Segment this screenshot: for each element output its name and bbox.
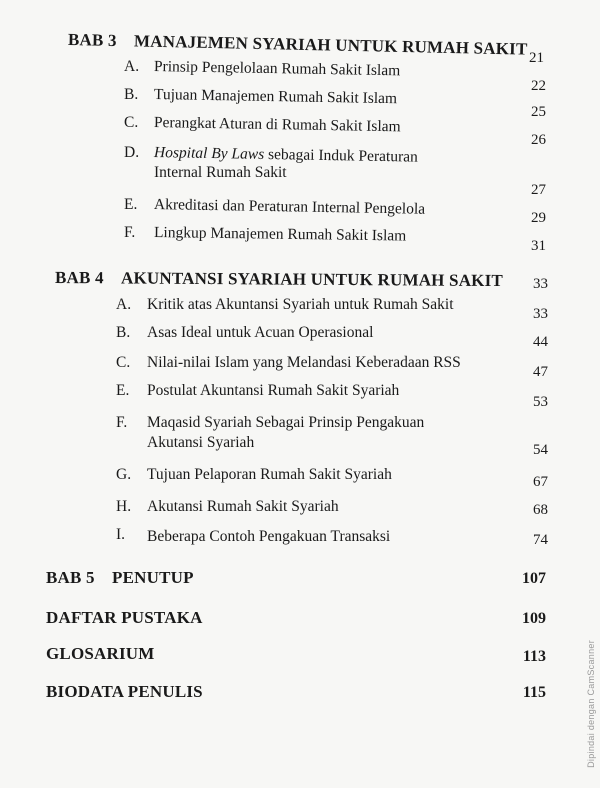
chapter-5-heading [46,568,194,588]
toc-item-page: 68 [533,502,548,518]
toc-item-text-line2: Internal Rumah Sakit [154,164,287,181]
chapter-number: BAB 4 [54,268,104,288]
toc-item-page: 44 [533,334,548,350]
toc-item-text: Kritik atas Akuntansi Syariah untuk Rumah Sakit [147,296,454,313]
toc-item-text: Nilai-nilai Islam yang Melandasi Keberadaan RSS [147,354,461,371]
toc-item-letter: G. [116,466,132,483]
toc-item-italic-term: Hospital By Laws [153,144,265,163]
toc-item-text: Maqasid Syariah Sebagai Prinsip Pengakuan [147,414,425,431]
toc-item-page: 27 [531,182,546,198]
chapter-5-page: 107 [522,570,546,587]
toc-item-letter: E. [124,196,138,213]
toc-item-text: Tujuan Manajemen Rumah Sakit Islam [153,86,398,108]
toc-item-letter: C. [116,354,131,371]
toc-item-letter: B. [124,86,139,103]
toc-item-page: 25 [531,104,546,120]
chapter-title: MANAJEMEN SYARIAH UNTUK RUMAH SAKIT [133,31,528,59]
toc-item-text: Beberapa Contoh Pengakuan Transaksi [147,528,391,545]
chapter-number: BAB 3 [67,30,117,51]
toc-item-page: 74 [533,532,548,548]
chapter-title: AKUNTANSI SYARIAH UNTUK RUMAH SAKIT [120,268,504,291]
toc-item-page: 22 [531,78,546,94]
glossary-page: 113 [522,648,546,665]
chapter-4-page: 33 [533,276,548,292]
author-bio-page: 115 [522,684,546,701]
back-matter-bibliography: DAFTAR PUSTAKA [46,608,203,627]
toc-item-text-line2: Akutansi Syariah [147,434,255,451]
toc-item-page: 54 [533,442,548,458]
toc-item-text: Prinsip Pengelolaan Rumah Sakit Islam [153,58,401,80]
toc-item-text: Tujuan Pelaporan Rumah Sakit Syariah [147,466,392,483]
toc-item-letter: H. [116,498,132,515]
toc-item-letter: F. [116,414,128,431]
toc-item-text: Lingkup Manajemen Rumah Sakit Islam [153,224,407,245]
toc-item-page: 31 [531,238,546,254]
toc-item-page: 67 [533,474,548,490]
toc-item-letter: C. [124,114,139,131]
toc-item-text: Asas Ideal untuk Acuan Operasional [147,324,374,341]
toc-item-letter: A. [124,58,140,75]
toc-item-text: Akutansi Rumah Sakit Syariah [147,498,339,515]
toc-item-text-rest: sebagai Induk Peraturan [264,145,419,166]
toc-item-letter: F. [124,224,136,241]
chapter-3-page: 21 [529,50,544,66]
chapter-title: PENUTUP [112,568,194,587]
camscanner-watermark: Dipindai dengan CamScanner [586,640,596,768]
toc-item-letter: E. [116,382,130,399]
toc-item-page: 33 [533,306,548,322]
back-matter-glossary: GLOSARIUM [46,644,155,663]
chapter-4-heading [55,268,503,291]
toc-item-letter: I. [116,526,126,543]
toc-item-letter: A. [116,296,132,313]
toc-item-page: 53 [533,394,548,410]
toc-item-text: Postulat Akuntansi Rumah Sakit Syariah [147,382,400,399]
chapter-3-heading [68,30,528,60]
toc-item-page: 26 [531,132,546,148]
back-matter-author-bio: BIODATA PENULIS [46,682,203,701]
toc-item-text: Perangkat Aturan di Rumah Sakit Islam [153,114,401,136]
toc-item-page: 29 [531,210,546,226]
chapter-number: BAB 5 [46,568,95,587]
toc-item-letter: B. [116,324,131,341]
toc-item-page: 47 [533,364,548,380]
bibliography-page: 109 [522,610,546,627]
toc-item-text: Akreditasi dan Peraturan Internal Pengelola [153,196,426,218]
toc-item-letter: D. [124,144,140,161]
